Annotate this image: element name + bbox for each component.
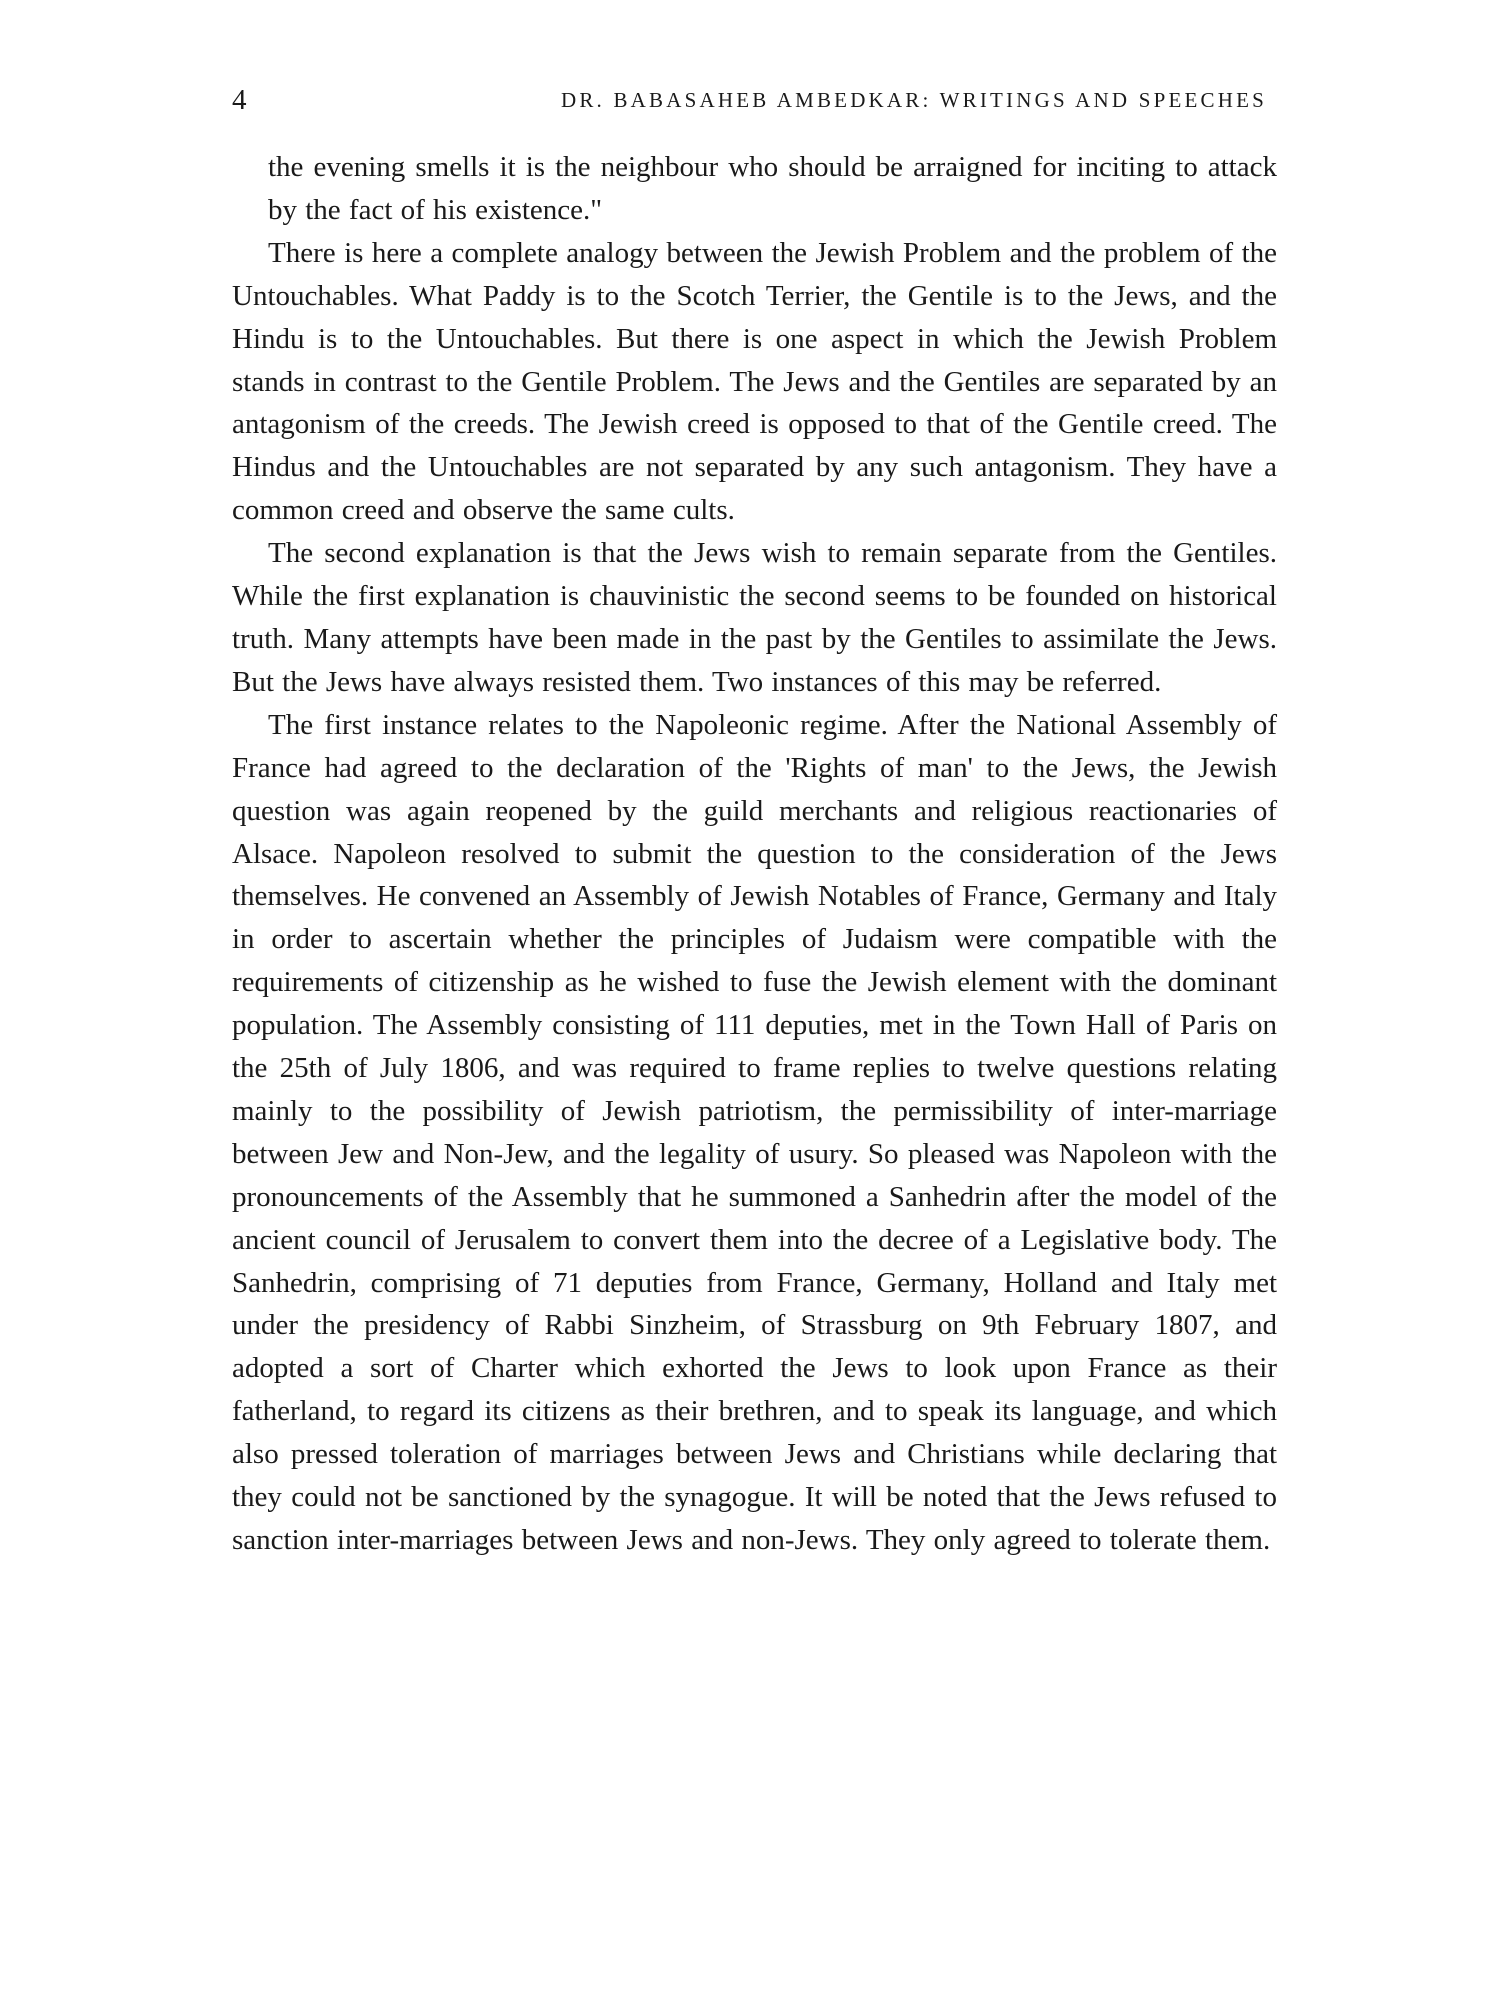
paragraph-napoleonic-regime: The first instance relates to the Napoleonic regime. After the National Assembly of France had agreed to the declaration of the 'Rights of man' to the Jews, the Jewish question was again reopened by the guild merchants and religious reactionaries of Alsace. Napoleon resolved to submit the question to the consideration of the Jews themselves. He convened an Assembly of Jewish Notables of France, Germany and Italy in order to ascertain whether the principles of Judaism were compatible with the requirements of citizenship as he wished to fuse the Jewish element with the dominant population. The Assembly consisting of 111 deputies, met in the Town Hall of Paris on the 25th of July 1806, and was required to frame replies to twelve questions relating mainly to the possibility of Jewish patriotism, the permissibility of inter-marriage between Jew and Non-Jew, and the legality of usury. So pleased was Napoleon with the pronouncements of the Assembly that he summoned a Sanhedrin after the model of the ancient council of Jerusalem to convert them into the decree of a Legislative body. The Sanhedrin, comprising of 71 deputies from France, Germany, Holland and Italy met under the presidency of Rabbi Sinzheim, of Strassburg on 9th February 1807, and adopted a sort of Charter which exhorted the Jews to look upon France as their fatherland, to regard its citizens as their brethren, and to speak its language, and which also pressed toleration of marriages between Jews and Christians while declaring that they could not be sanctioned by the synagogue. It will be noted that the Jews refused to sanction inter-marriages between Jews and non-Jews. They only agreed to tolerate them. — [232, 708, 1277, 1556]
running-head-title: DR. BABASAHEB AMBEDKAR: WRITINGS AND SPEECHES — [560, 88, 1267, 112]
paragraph-second-explanation: The second explanation is that the Jews wish to remain separate from the Gentiles. While the first explanation is chauvinistic the second seems to be founded on historical truth. Many attempts have been made in the past by the Gentiles to assimilate the Jews. But the Jews have always resisted them. Two instances of this may be referred. — [232, 537, 1277, 698]
paragraph-continued: the evening smells it is the neighbour who should be arraigned for inciting to attack by the fact of his existence." — [268, 151, 1277, 226]
page-number: 4 — [232, 84, 247, 116]
paragraph-analogy: There is here a complete analogy between the Jewish Problem and the problem of the Untouchables. What Paddy is to the Scotch Terrier, the Gentile is to the Jews, and the Hindu is to the Untouchables. But there is one aspect in which the Jewish Problem stands in contrast to the Gentile Problem. The Jews and the Gentiles are separated by an antagonism of the creeds. The Jewish creed is opposed to that of the Gentile creed. The Hindus and the Untouchables are not separated by any such antagonism. They have a common creed and observe the same cults. — [232, 236, 1277, 527]
running-head — [232, 80, 1267, 120]
body-text — [232, 146, 1277, 1562]
